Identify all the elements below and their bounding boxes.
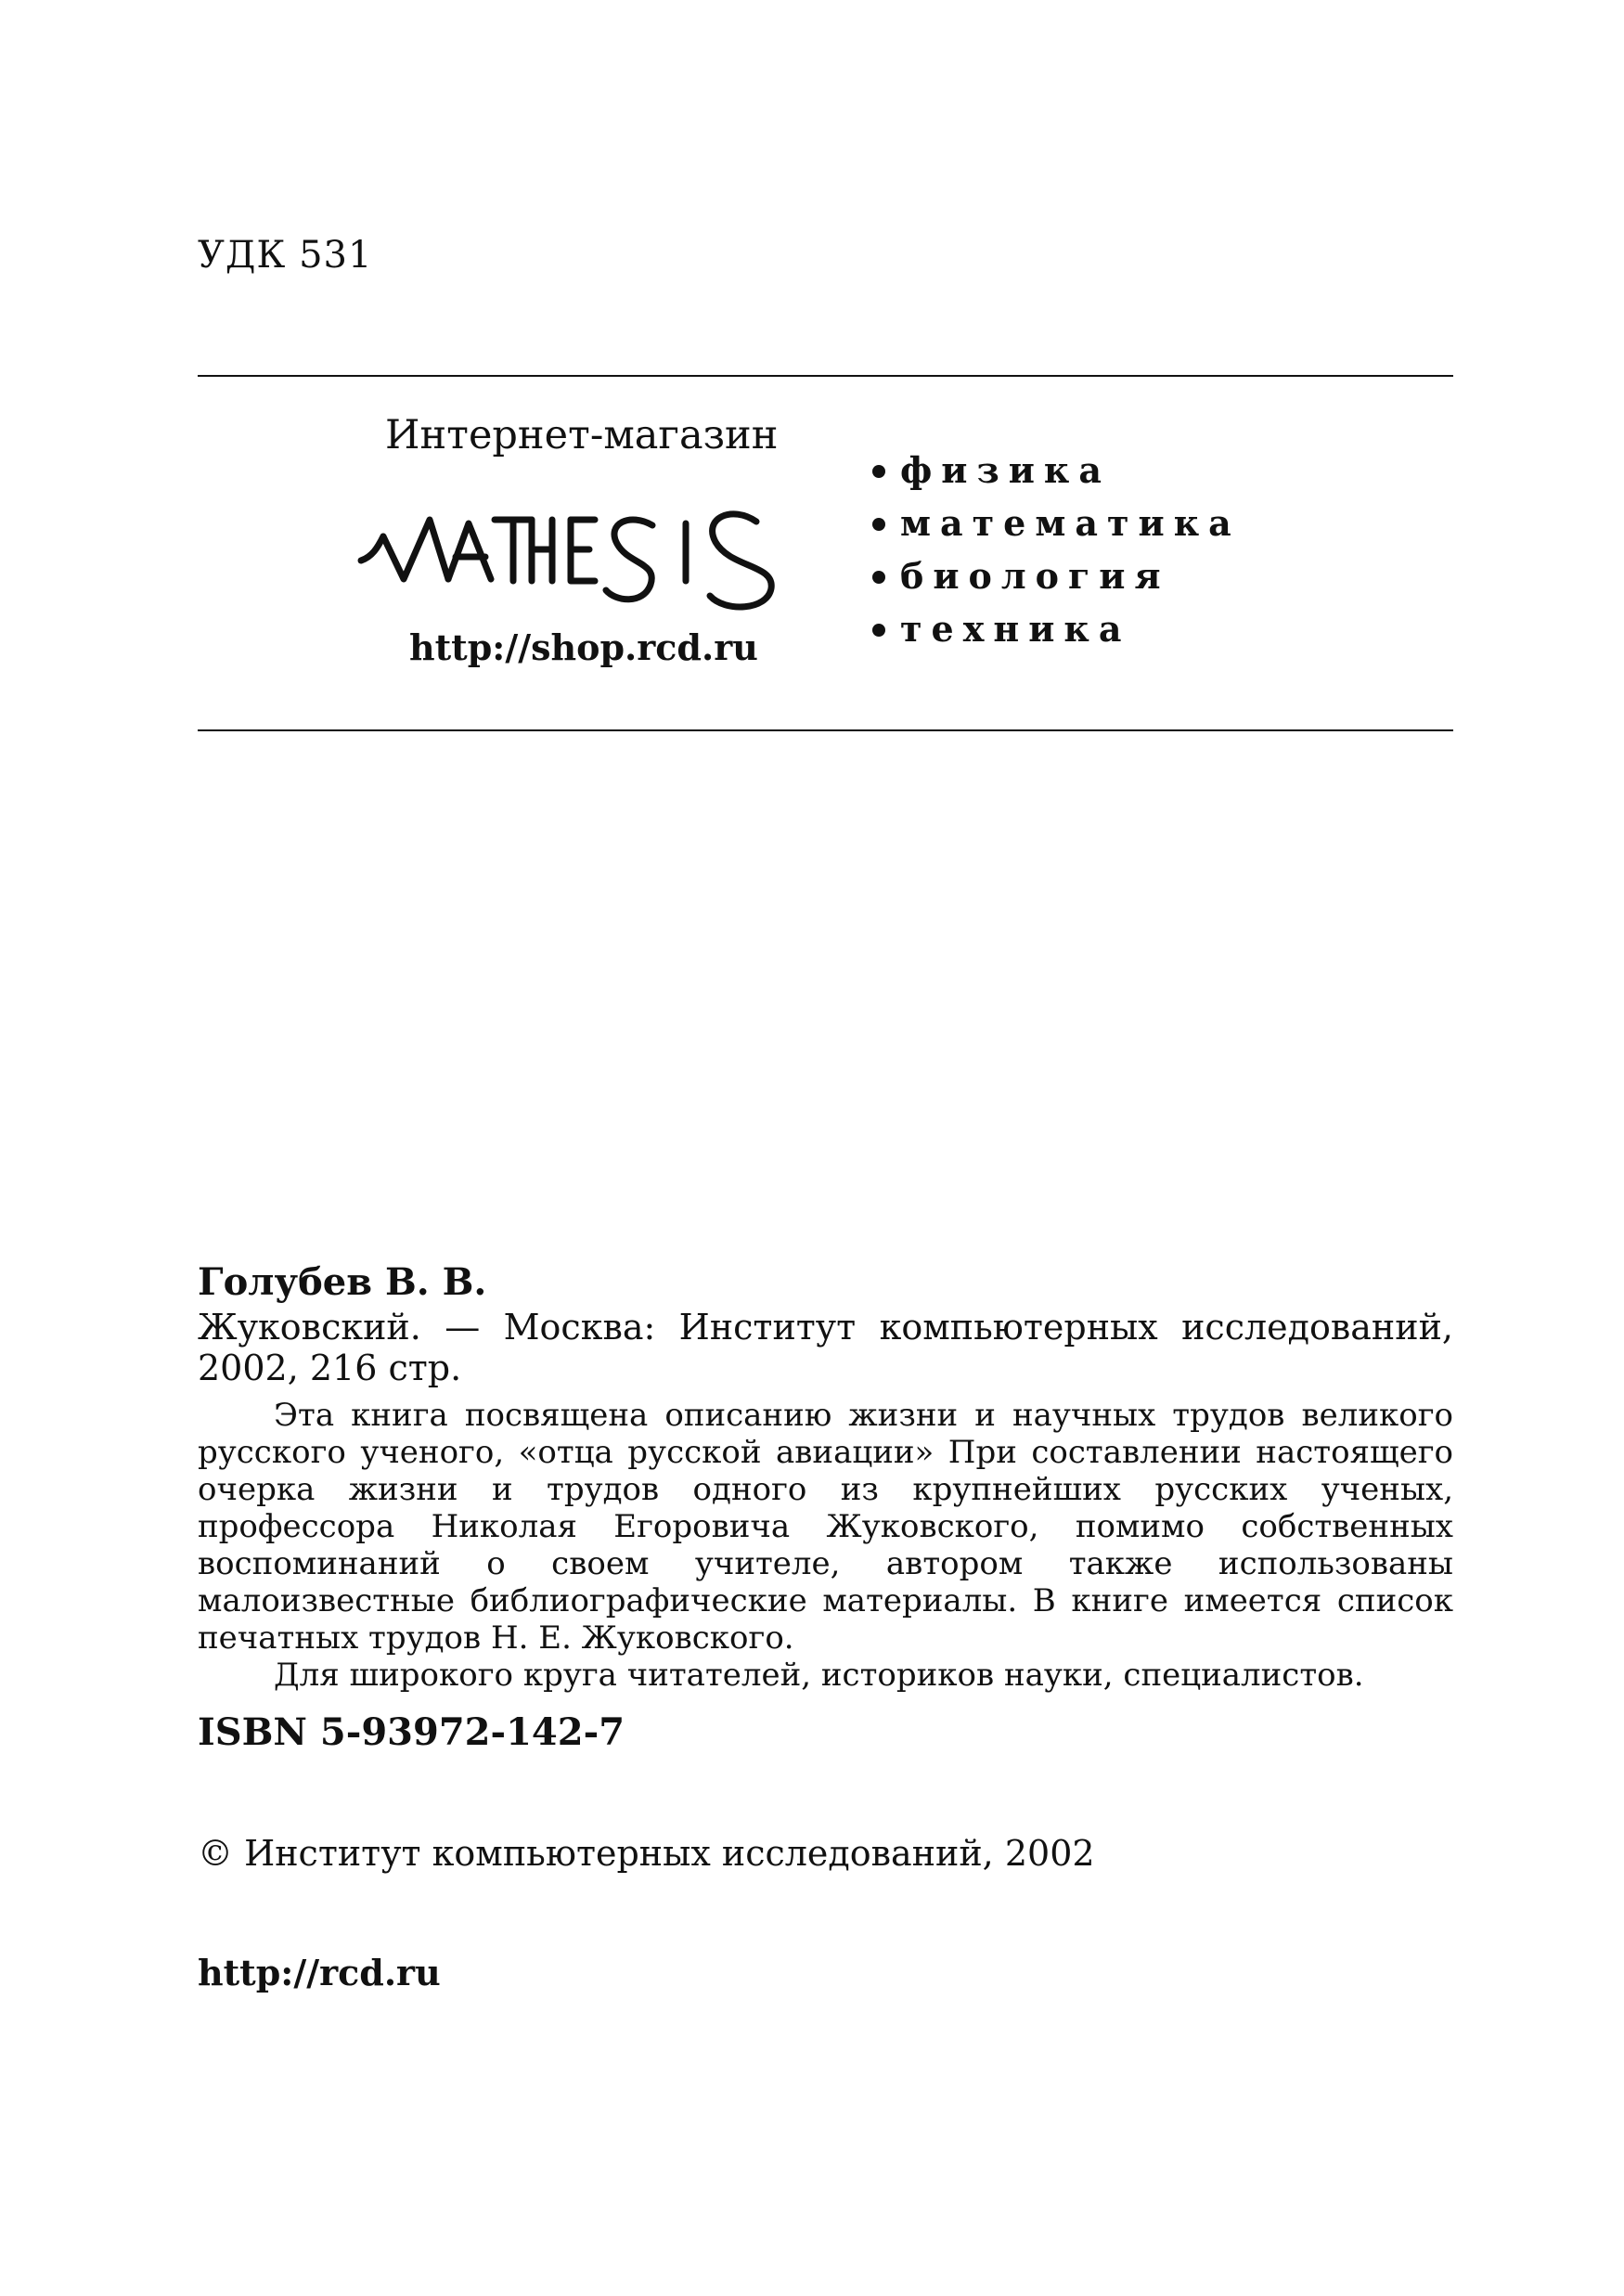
abstract-text: Эта книга посвящена описанию жизни и научных трудов великого русского ученого, «отца русской авиации» При составлении настоящего очерка жизни и трудов одного из крупнейших русских ученых, профессора Николая Егоровича Жуковского, помимо собственных воспоминаний о своем учителе, автором также использованы малоизвестные библиографические материалы. В книге имеется список печатных трудов Н. Е. Жуковского. bbox=[198, 1397, 1453, 1657]
shop-label: Интернет-магазин bbox=[385, 412, 779, 458]
logo-text: MATHESIS bbox=[355, 483, 361, 484]
mathesis-logo bbox=[355, 483, 792, 613]
topic-label: математика bbox=[900, 502, 1241, 544]
bullet-icon bbox=[872, 465, 885, 478]
udk-code: УДК 531 bbox=[198, 234, 373, 277]
book-citation: Жуковский. — Москва: Институт компьютерных исследований, 2002, 216 стр. bbox=[198, 1307, 1453, 1388]
top-divider bbox=[198, 375, 1453, 377]
topic-label: техника bbox=[900, 608, 1131, 650]
topic-list bbox=[872, 444, 1241, 655]
publisher-site-link[interactable]: http://rcd.ru bbox=[198, 1952, 441, 1993]
book-abstract bbox=[198, 1397, 1453, 1694]
topic-label: биология bbox=[900, 555, 1170, 597]
topic-item bbox=[872, 444, 1241, 497]
bullet-icon bbox=[872, 571, 885, 584]
copyright-notice: © Институт компьютерных исследований, 2002 bbox=[198, 1833, 1095, 1874]
bullet-icon bbox=[872, 624, 885, 637]
book-author: Голубев В. В. bbox=[198, 1260, 487, 1304]
bottom-divider bbox=[198, 729, 1453, 731]
audience-text: Для широкого круга читателей, историков науки, специалистов. bbox=[274, 1657, 1364, 1694]
shop-url-link[interactable]: http://shop.rcd.ru bbox=[409, 626, 758, 668]
isbn: ISBN 5-93972-142-7 bbox=[198, 1710, 625, 1754]
topic-item bbox=[872, 497, 1241, 549]
topic-label: физика bbox=[900, 449, 1111, 491]
topic-item bbox=[872, 549, 1241, 602]
bullet-icon bbox=[872, 518, 885, 531]
topic-item bbox=[872, 602, 1241, 655]
